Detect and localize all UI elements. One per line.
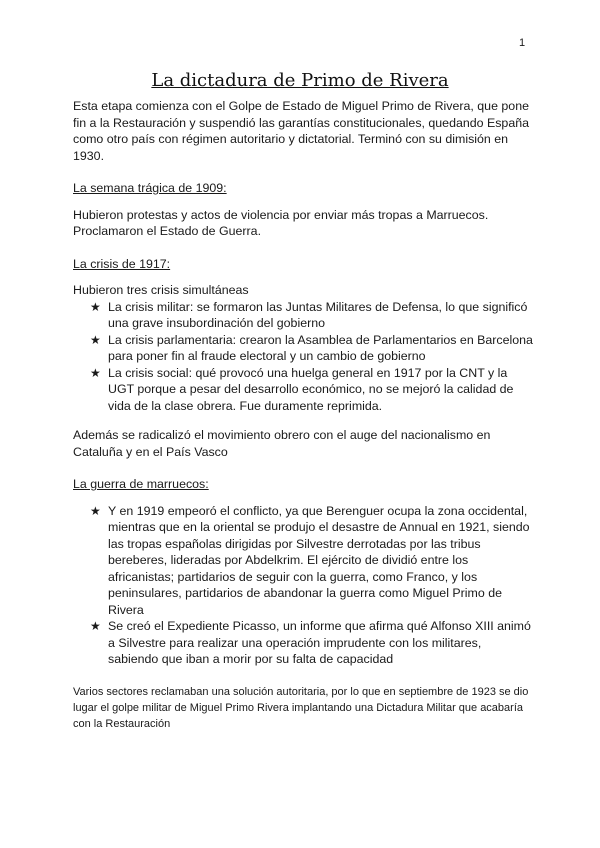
semana-tragica-line-2: Proclamaron el Estado de Guerra. [73,224,262,238]
section-heading-crisis-1917: La crisis de 1917: [73,256,171,271]
list-item-text: La crisis social: qué provocó una huelga general en 1917 por la CNT y la UGT porque a pesar del desarrollo económico, no se mejoró la calidad de vida de la clase obrera. Fue duramente reprimida. [108,365,514,413]
crisis-1917-intro: Hubieron tres crisis simultáneas [73,283,249,297]
list-item [73,503,533,619]
guerra-marruecos-list [73,503,533,668]
document-title: La dictadura de Primo de Rivera [151,70,449,91]
intro-paragraph: Esta etapa comienza con el Golpe de Estado de Miguel Primo de Rivera, que pone fin a la Restauración y suspendió las garantías constitucionales, quedando España como otro país con régimen autoritario y dictatorial. Terminó con su dimisión en 1930. [73,99,529,163]
list-item-text: Y en 1919 empeoró el conflicto, ya que Berenguer ocupa la zona occidental, mientras que en la oriental se produjo el desastre de Annual en 1921, siendo las tropas españolas dirigidas por Silvestre derrotadas por las tribus bereberes, lideradas por Abdelkrim. El ejército de dividió entre los africanistas; partidarios de seguir con la guerra, como Franco, y los peninsulares, partidarios de abandonar la guerra como Miguel Primo de Rivera [108,503,530,617]
crisis-1917-outro: Además se radicalizó el movimiento obrero con el auge del nacionalismo en Cataluña y en el País Vasco [73,428,491,459]
semana-tragica-line-1: Hubieron protestas y actos de violencia por enviar más tropas a Marruecos. [73,207,489,222]
list-item [73,365,533,415]
star-bullet-icon: ★ [90,332,101,347]
list-item [73,618,533,668]
section-heading-guerra-marruecos: La guerra de marruecos: [73,477,209,491]
list-item [73,332,533,365]
crisis-1917-list [73,299,533,415]
star-bullet-icon: ★ [90,365,101,380]
conclusion-paragraph: Varios sectores reclamaban una solución autoritaria, por lo que en septiembre de 1923 se dio lugar el golpe militar de Miguel Primo Rivera implantando una Dictadura Militar que acabaría con la Restauración [73,685,529,730]
star-bullet-icon: ★ [90,619,101,633]
list-item-text: La crisis parlamentaria: crearon la Asamblea de Parlamentarios en Barcelona para poner fin al fraude electoral y un cambio de gobierno [108,332,533,363]
document-body [73,98,533,732]
section-heading-semana-tragica: La semana trágica de 1909: [73,181,227,195]
list-item [73,299,533,332]
star-bullet-icon: ★ [90,503,101,518]
star-bullet-icon: ★ [90,299,101,314]
list-item-text: Se creó el Expediente Picasso, un informe que afirma qué Alfonso XIII animó a Silvestre para realizar una operación imprudente con los militares, sabiendo que iban a morir por su falta de capacidad [108,619,531,666]
page-number: 1 [519,37,526,49]
list-item-text: La crisis militar: se formaron las Juntas Militares de Defensa, lo que significó una grave insubordinación del gobierno [108,299,528,330]
